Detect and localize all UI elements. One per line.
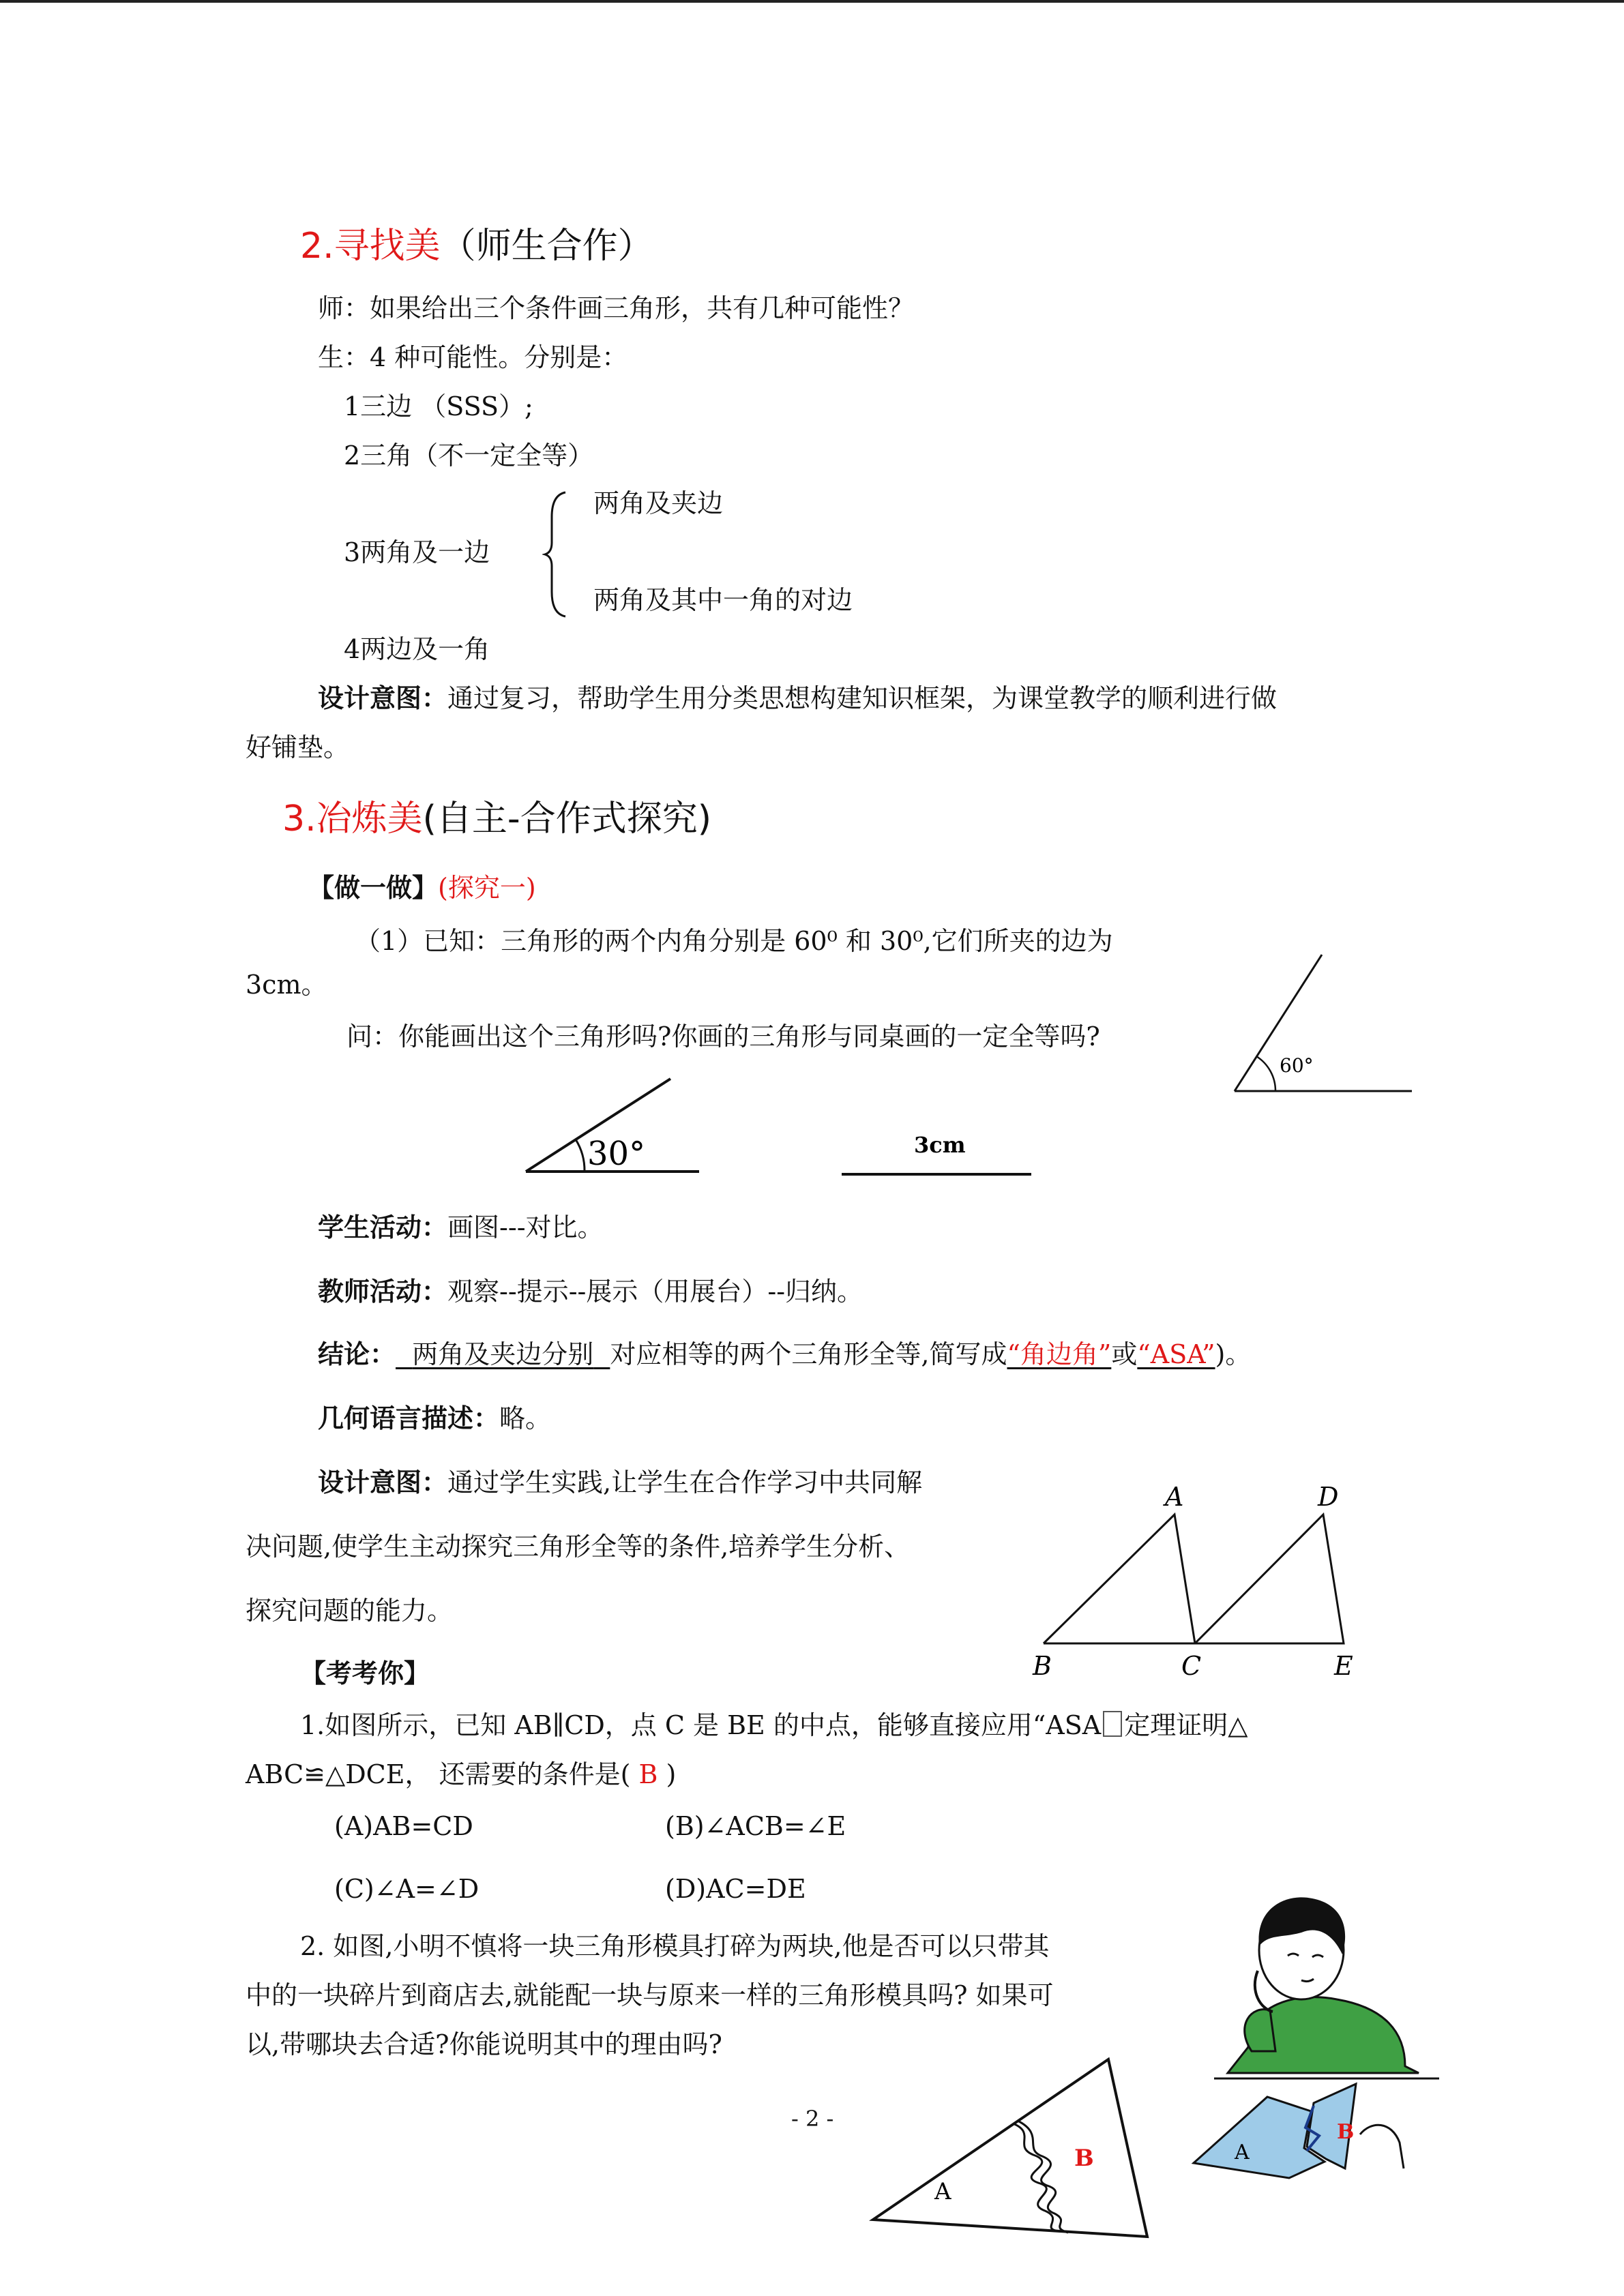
top-border: [0, 0, 1624, 3]
label-C: C: [1181, 1651, 1202, 1681]
section3-heading: [282, 790, 711, 841]
missing-glyph-icon: [1103, 1711, 1122, 1737]
possibility-3: 3两角及一边: [344, 537, 490, 567]
conclusion-red-1: “角边角”: [1007, 1339, 1112, 1369]
section3-design-line3: 探究问题的能力。: [246, 1596, 454, 1626]
section2-design: [318, 683, 1277, 715]
question-1-line2: ABC≌△DCE， 还需要的条件是( B ): [246, 1759, 677, 1789]
possibility-4: 4两边及一角: [344, 634, 490, 664]
section3-number: 3.: [282, 799, 316, 839]
doit-heading: [308, 873, 536, 904]
question-1-answer: B: [638, 1759, 658, 1789]
option-b: (B)∠ACB=∠E: [665, 1811, 846, 1841]
brace-icon: [542, 490, 570, 619]
section2-heading: [300, 217, 653, 268]
conclusion-mid: 对应相等的两个三角形全等,简写成: [610, 1339, 1007, 1369]
teacher-text: 观察--提示--展示（用展台）--归纳。: [447, 1277, 863, 1307]
angle-30-figure: [522, 1069, 706, 1178]
angle-60-figure: [1228, 948, 1419, 1098]
triangles-abc-dce-figure: [1023, 1480, 1378, 1691]
geo-label: 几何语言描述：: [318, 1403, 500, 1433]
student-answer: 生：4 种可能性。分别是：: [318, 342, 628, 372]
section2-design-cont: 好铺垫。: [246, 732, 350, 762]
design-label: 设计意图：: [318, 683, 448, 713]
possibility-1: 1三边 （SSS）;: [344, 391, 533, 421]
problem-1-cont: 3cm。: [246, 970, 327, 1000]
question-2-line1: 2. 如图,小明不慎将一块三角形模具打碎为两块,他是否可以只带其: [300, 1931, 1050, 1961]
geo-text: 略。: [499, 1403, 552, 1433]
brace-item-1: 两角及夹边: [593, 488, 724, 518]
conclusion-blank: 两角及夹边分别: [412, 1339, 594, 1369]
student-activity: [318, 1212, 604, 1244]
conclusion-end: )。: [1215, 1339, 1252, 1369]
piece-a-label-boy: A: [1235, 2141, 1250, 2164]
piece-a-label: A: [934, 2178, 951, 2205]
question-2-line2: 中的一块碎片到商店去,就能配一块与原来一样的三角形模具吗? 如果可: [246, 1980, 1054, 2010]
section3-title-red: 冶炼美: [316, 799, 423, 839]
teacher-label: 教师活动：: [318, 1277, 448, 1307]
label-A: A: [1165, 1482, 1184, 1512]
geometry-description: [318, 1403, 551, 1435]
option-a: (A)AB=CD: [334, 1811, 473, 1841]
option-c: (C)∠A=∠D: [334, 1874, 479, 1904]
boy-illustration: [1187, 1889, 1446, 2189]
test-heading: 【考考你】: [300, 1658, 430, 1688]
conclusion-label: 结论：: [318, 1339, 396, 1369]
label-E: E: [1334, 1651, 1353, 1681]
angle-30-label: 30°: [587, 1135, 646, 1173]
conclusion-or: 或: [1111, 1339, 1138, 1369]
angle-60-label: 60°: [1280, 1054, 1314, 1077]
segment-3cm-figure: [839, 1125, 1037, 1180]
student-text: 画图---对比。: [447, 1212, 604, 1242]
question-1-line1: 1.如图所示，已知 AB∥CD，点 C 是 BE 的中点，能够直接应用“ASA 定理证明△: [300, 1710, 1248, 1740]
section3-design: [318, 1467, 922, 1499]
doit-label: 【做一做】: [308, 873, 439, 903]
design3-label: 设计意图：: [318, 1467, 448, 1497]
page-number: - 2 -: [791, 2106, 834, 2132]
teacher-activity: [318, 1277, 863, 1308]
section2-title-black: （师生合作）: [440, 226, 653, 267]
section2-title-red: 寻找美: [334, 226, 441, 267]
teacher-question: 师：如果给出三个条件画三角形，共有几种可能性？: [318, 293, 915, 323]
section3-design-line2: 决问题,使学生主动探究三角形全等的条件,培养学生分析、: [246, 1532, 911, 1562]
design-text: 通过复习，帮助学生用分类思想构建知识框架，为课堂教学的顺利进行做: [447, 683, 1278, 713]
label-D: D: [1318, 1482, 1339, 1512]
section2-number: 2.: [300, 226, 334, 267]
conclusion: [318, 1339, 1251, 1371]
label-B: B: [1033, 1651, 1052, 1681]
piece-b-label-boy: B: [1337, 2120, 1355, 2144]
conclusion-red-2: “ASA”: [1137, 1339, 1215, 1369]
question-2-line3: 以,带哪块去合适?你能说明其中的理由吗?: [246, 2029, 722, 2059]
piece-b-label: B: [1074, 2145, 1094, 2172]
problem-1: （1）已知：三角形的两个内角分别是 60⁰ 和 30⁰,它们所夹的边为: [355, 926, 1113, 956]
option-d: (D)AC=DE: [665, 1874, 806, 1904]
student-label: 学生活动：: [318, 1212, 448, 1242]
section3-title-black: (自主-合作式探究): [422, 799, 711, 839]
doit-red: (探究一): [438, 873, 536, 903]
design3-text: 通过学生实践,让学生在合作学习中共同解: [447, 1467, 923, 1497]
segment-3cm-label: 3cm: [914, 1132, 966, 1158]
problem-question: 问：你能画出这个三角形吗?你画的三角形与同桌画的一定全等吗?: [346, 1022, 1100, 1052]
possibility-2: 2三角（不一定全等）: [344, 441, 594, 471]
broken-triangle-figure: [866, 2053, 1166, 2243]
brace-item-2: 两角及其中一角的对边: [593, 585, 853, 615]
